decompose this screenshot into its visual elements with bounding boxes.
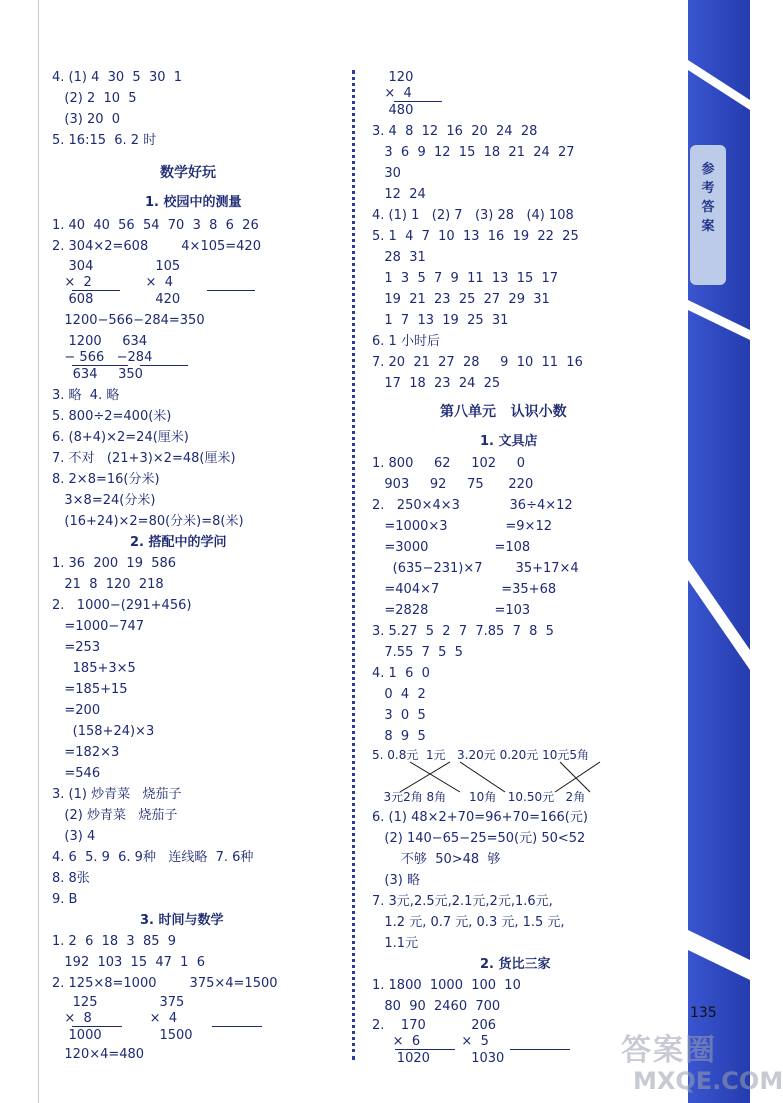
side-tab-label: 参考答案 xyxy=(701,162,715,234)
calc-line: × 8 × 4 xyxy=(52,1011,178,1026)
answer-line: 3. 5.27 5 2 7 7.85 7 8 5 xyxy=(372,624,554,639)
calc-rule xyxy=(395,1049,455,1050)
answer-line: =1000−747 xyxy=(52,619,145,634)
answer-line: 3. (1) 炒青菜 烧茄子 xyxy=(52,787,182,802)
calc-line: × 6 × 5 xyxy=(372,1034,489,1049)
answer-line: 4. 6 5. 9 6. 9种 连线略 7. 6种 xyxy=(52,850,254,865)
answer-line: =182×3 xyxy=(52,745,120,760)
answer-line: 6. (8+4)×2=24(厘米) xyxy=(52,430,189,445)
answer-line: 1.2 元, 0.7 元, 0.3 元, 1.5 元, xyxy=(372,915,565,930)
calc-line: 1000 1500 xyxy=(52,1028,193,1043)
calc-line: 120 xyxy=(372,70,414,85)
answer-line: 4. (1) 1 (2) 7 (3) 28 (4) 108 xyxy=(372,208,574,223)
calc-line: 1020 1030 xyxy=(372,1051,505,1066)
answer-line: (3) 略 xyxy=(372,873,420,888)
calc-rule xyxy=(394,101,442,102)
calc-rule xyxy=(72,290,120,291)
answer-line: (2) 炒青菜 烧茄子 xyxy=(52,808,178,823)
calc-line: 634 350 xyxy=(52,367,143,382)
answer-line: =1000×3 =9×12 xyxy=(372,519,552,534)
answer-line: =404×7 =35+68 xyxy=(372,582,557,597)
answer-line: 5. 16:15 6. 2 时 xyxy=(52,133,157,148)
answer-line: 6. (1) 48×2+70=96+70=166(元) xyxy=(372,810,588,825)
answer-line: 21 8 120 218 xyxy=(52,577,164,592)
answer-line: 1. 36 200 19 586 xyxy=(52,556,177,571)
answer-line: =185+15 xyxy=(52,682,128,697)
answer-line: 4. 1 6 0 xyxy=(372,666,430,681)
unit-heading: 第八单元 认识小数 xyxy=(440,404,567,420)
calc-rule xyxy=(510,1049,570,1050)
section-heading: 数学好玩 xyxy=(160,165,216,181)
answer-line: (635−231)×7 35+17×4 xyxy=(372,561,579,576)
answer-line: 4. (1) 4 30 5 30 1 xyxy=(52,70,183,85)
answer-line: =546 xyxy=(52,766,101,781)
calc-line: 2. 170 206 xyxy=(372,1018,497,1033)
section-heading: 1. 校园中的测量 xyxy=(145,195,242,210)
answer-line: 7. 3元,2.5元,2.1元,2元,1.6元, xyxy=(372,894,553,909)
answer-line: 6. 1 小时后 xyxy=(372,334,440,349)
answer-line: 903 92 75 220 xyxy=(372,477,534,492)
answer-line: 8. 8张 xyxy=(52,871,90,886)
calc-rule xyxy=(212,1026,262,1027)
answer-line: 1. 2 6 18 3 85 9 xyxy=(52,934,177,949)
answer-line: 28 31 xyxy=(372,250,426,265)
watermark-url: MXQE.COM xyxy=(633,1067,783,1095)
answer-line: (2) 140−65−25=50(元) 50<52 xyxy=(372,831,586,846)
answer-line: 1200−566−284=350 xyxy=(52,313,205,328)
calc-line: 608 420 xyxy=(52,292,181,307)
answer-line: 1 3 5 7 9 11 13 15 17 xyxy=(372,271,559,286)
answer-line: 120×4=480 xyxy=(52,1047,145,1062)
calc-rule xyxy=(72,365,128,366)
section-heading: 2. 货比三家 xyxy=(480,957,551,972)
answer-line: 3. 4 8 12 16 20 24 28 xyxy=(372,124,538,139)
answer-line: =253 xyxy=(52,640,101,655)
watermark-logo-text: 答案圈 xyxy=(621,1033,717,1068)
calc-line: 125 375 xyxy=(52,995,185,1010)
calc-line: 480 xyxy=(372,103,414,118)
section-heading: 3. 时间与数学 xyxy=(140,913,224,928)
calc-line: 304 105 xyxy=(52,259,181,274)
answer-line: 2. 1000−(291+456) xyxy=(52,598,192,613)
answer-line: 3 0 5 xyxy=(372,708,426,723)
calc-rule xyxy=(72,1026,122,1027)
answer-line: (3) 4 xyxy=(52,829,96,844)
answer-line: 2. 304×2=608 4×105=420 xyxy=(52,239,261,254)
answer-line: 80 90 2460 700 xyxy=(372,999,501,1014)
calc-rule xyxy=(140,365,188,366)
answer-line: 1. 40 40 56 54 70 3 8 6 26 xyxy=(52,218,259,233)
answer-line: (3) 20 0 xyxy=(52,112,121,127)
answer-line: 185+3×5 xyxy=(52,661,136,676)
answer-line: 9. B xyxy=(52,892,78,907)
answer-line: (158+24)×3 xyxy=(52,724,155,739)
answer-line: 1.1元 xyxy=(372,936,419,951)
answer-line: 7. 20 21 27 28 9 10 11 16 xyxy=(372,355,583,370)
calc-line: 1200 634 xyxy=(52,334,148,349)
answer-line: 19 21 23 25 27 29 31 xyxy=(372,292,550,307)
section-heading: 2. 搭配中的学问 xyxy=(130,535,227,550)
answer-line: =2828 =103 xyxy=(372,603,531,618)
answer-line: 1. 800 62 102 0 xyxy=(372,456,525,471)
answer-line: 3×8=24(分米) xyxy=(52,493,156,508)
page-edge-line xyxy=(38,0,39,1103)
answer-line: 不够 50>48 够 xyxy=(372,852,501,867)
answer-line: 2. 125×8=1000 375×4=1500 xyxy=(52,976,278,991)
answer-line: 0 4 2 xyxy=(372,687,426,702)
calc-line: × 4 xyxy=(372,86,412,101)
answer-line: 17 18 23 24 25 xyxy=(372,376,501,391)
answer-line: 192 103 15 47 1 6 xyxy=(52,955,205,970)
answer-line: 12 24 xyxy=(372,187,426,202)
answer-line: 2. 250×4×3 36÷4×12 xyxy=(372,498,573,513)
answer-line: 1 7 13 19 25 31 xyxy=(372,313,509,328)
section-heading: 1. 文具店 xyxy=(480,434,538,449)
answer-line: 8. 2×8=16(分米) xyxy=(52,472,160,487)
answer-line: 8 9 5 xyxy=(372,729,426,744)
watermark xyxy=(615,1025,783,1103)
matching-bottom-row: 3元2角 8角 10角 10.50元 2角 xyxy=(372,790,586,804)
answer-line: 3. 略 4. 略 xyxy=(52,388,120,403)
answer-line: =3000 =108 xyxy=(372,540,531,555)
answer-line: 1. 1800 1000 100 10 xyxy=(372,978,521,993)
answer-line: 30 xyxy=(372,166,401,181)
calc-line: × 2 × 4 xyxy=(52,275,173,290)
answer-line: =200 xyxy=(52,703,101,718)
answer-line: 5. 1 4 7 10 13 16 19 22 25 xyxy=(372,229,579,244)
matching-top-row: 5. 0.8元 1元 3.20元 0.20元 10元5角 xyxy=(372,748,590,762)
answer-line: 3 6 9 12 15 18 21 24 27 xyxy=(372,145,575,160)
answer-line: 7. 不对 (21+3)×2=48(厘米) xyxy=(52,451,236,466)
calc-rule xyxy=(207,290,255,291)
calc-line: − 566 −284 xyxy=(52,350,153,365)
page-number: 135 xyxy=(690,1005,717,1021)
answer-line: 7.55 7 5 5 xyxy=(372,645,463,660)
answer-line: (16+24)×2=80(分米)=8(米) xyxy=(52,514,244,529)
column-divider xyxy=(352,70,355,1060)
answer-line: 5. 800÷2=400(米) xyxy=(52,409,172,424)
answer-line: (2) 2 10 5 xyxy=(52,91,137,106)
